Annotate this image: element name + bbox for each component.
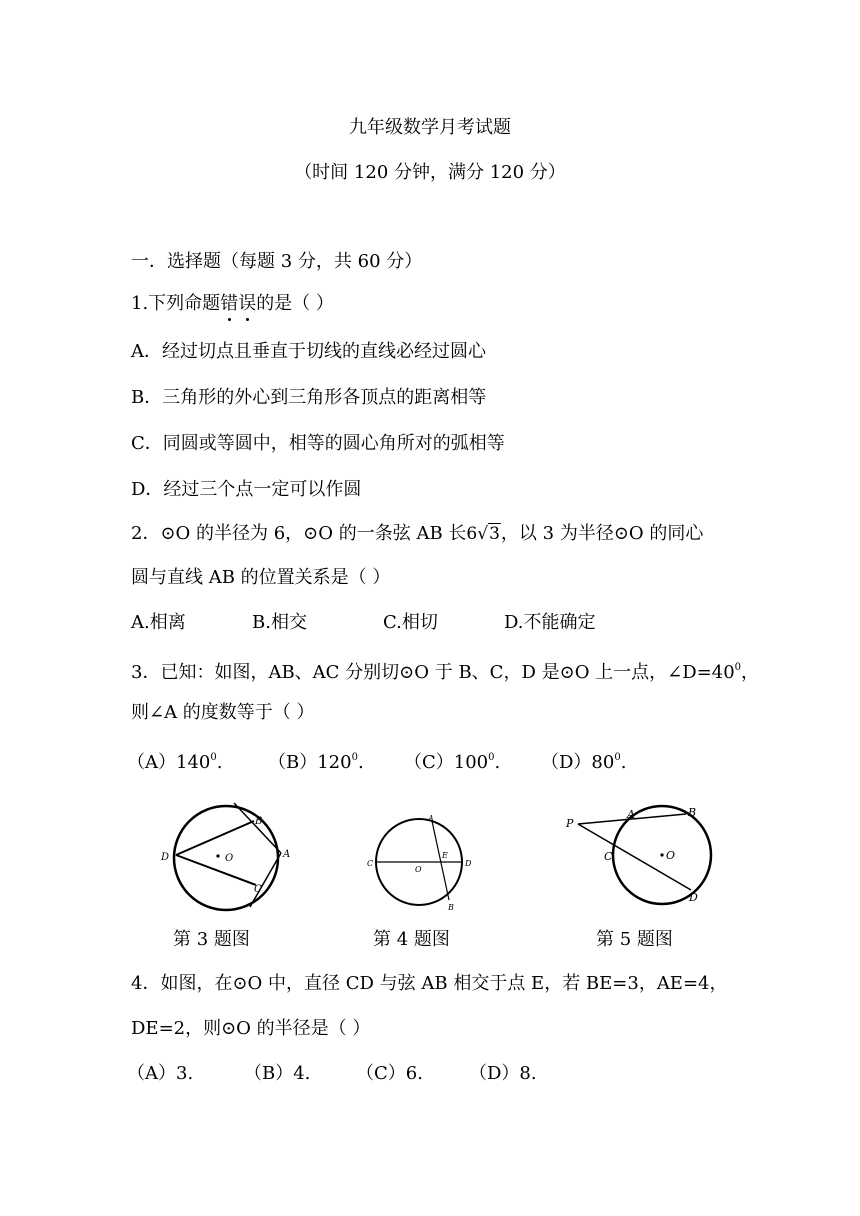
q1-stem-pre: 1.下列命题: [131, 293, 221, 314]
fig3-label-a: A: [283, 849, 291, 860]
fig5-label-b: B: [688, 806, 697, 819]
figure-4-diagram: [364, 812, 476, 912]
fig3-center-point: [216, 854, 219, 857]
fig5-label-p: P: [566, 817, 574, 830]
q3-option-a: $(A)140^0$.: [127, 752, 223, 773]
question-1-stem: [131, 292, 334, 316]
exam-title: 九年级数学月考试题: [349, 117, 511, 138]
q3-option-d: $(D)80^0$.: [541, 752, 627, 773]
fig3-tangent-ab: [234, 803, 281, 853]
figure-5-caption: 第 5 题图: [596, 929, 673, 950]
figure-3-diagram: [150, 800, 310, 920]
q3-option-b: $(B)120^0$.: [268, 752, 364, 773]
fig4-label-e: E: [442, 851, 448, 860]
fig4-label-o: O: [415, 865, 422, 874]
question-3-line-2: 则∠A 的度数等于（ ）: [131, 702, 315, 723]
fig5-center-point: [660, 853, 663, 856]
fig4-label-a: A: [428, 814, 434, 823]
question-4-line-1: 4．如图，在⊙O 中，直径 CD 与弦 AB 相交于点 E，若 BE=3，AE=4，: [131, 973, 728, 994]
section-heading: 一．选择题（每题 3 分，共 60 分）: [131, 251, 423, 272]
fig3-label-o: O: [225, 853, 234, 864]
q2-coefficient: 6: [466, 524, 478, 544]
fig3-chord-db: [176, 821, 254, 855]
q2-radicand: 3: [489, 524, 500, 544]
fig5-label-o: O: [666, 849, 676, 862]
q1-option-b: B．三角形的外心到三角形各顶点的距离相等: [131, 387, 487, 408]
q1-emphasis-char-1: 错: [220, 293, 239, 314]
fig5-label-c: C: [604, 850, 613, 863]
q4-option-c: （C）6.: [356, 1063, 423, 1084]
fig4-label-b: B: [448, 903, 454, 912]
q3-degree-sup: 0: [734, 662, 742, 673]
q1-stem-post: 的是（ ）: [256, 293, 334, 314]
question-4-line-2: DE=2，则⊙O 的半径是（ ）: [131, 1018, 371, 1039]
q4-option-d: （D）8.: [469, 1063, 537, 1084]
fig4-chord-ab: [432, 821, 449, 900]
figure-4-caption: 第 4 题图: [373, 929, 450, 950]
fig4-label-d: D: [465, 859, 472, 868]
q2-option-b: B.相交: [252, 612, 307, 633]
q1-option-c: C．同圆或等圆中，相等的圆心角所对的弧相等: [131, 433, 505, 454]
q3-option-c: $(C)100^0$.: [404, 752, 501, 773]
exam-subtitle: （时间 120 分钟，满分 120 分）: [294, 162, 566, 183]
question-2-line-2: 圆与直线 AB 的位置关系是（ ）: [131, 567, 391, 588]
q3-line1-pre: 3．已知：如图，AB、AC 分别切⊙O 于 B、C，D 是⊙O 上一点，∠D=40: [131, 662, 735, 683]
q1-option-a: A．经过切点且垂直于切线的直线必经过圆心: [131, 341, 486, 362]
q2-line1-post: ，以 3 为半径⊙O 的同心: [500, 523, 704, 544]
question-3-line-1: [131, 656, 759, 685]
figure-5-diagram: [560, 800, 720, 910]
fig3-label-d: D: [161, 852, 170, 863]
q2-option-c: C.相切: [383, 612, 438, 633]
fig5-label-a: A: [627, 808, 635, 821]
q4-option-a: （A）3.: [127, 1063, 194, 1084]
figure-3-caption: 第 3 题图: [173, 929, 250, 950]
q3-line1-post: ，: [741, 662, 760, 683]
q2-option-d: D.不能确定: [504, 612, 596, 633]
question-2-line-1: [131, 522, 703, 546]
q1-option-d: D．经过三个点一定可以作圆: [131, 479, 362, 500]
q1-emphasis-char-2: 误: [238, 293, 257, 314]
fig3-label-b: B: [255, 816, 263, 827]
q2-line1-pre: 2．⊙O 的半径为 6，⊙O 的一条弦 AB 长: [131, 523, 467, 544]
q4-option-b: （B）4.: [244, 1063, 311, 1084]
q2-radical-expression: 6√3: [466, 524, 500, 544]
fig3-tangent-ac: [250, 853, 281, 907]
fig5-label-d: D: [689, 891, 698, 904]
fig4-label-c: C: [367, 859, 374, 868]
fig3-label-c: C: [254, 884, 262, 895]
fig3-chord-dc: [176, 855, 256, 885]
q2-option-a: A.相离: [131, 612, 186, 633]
